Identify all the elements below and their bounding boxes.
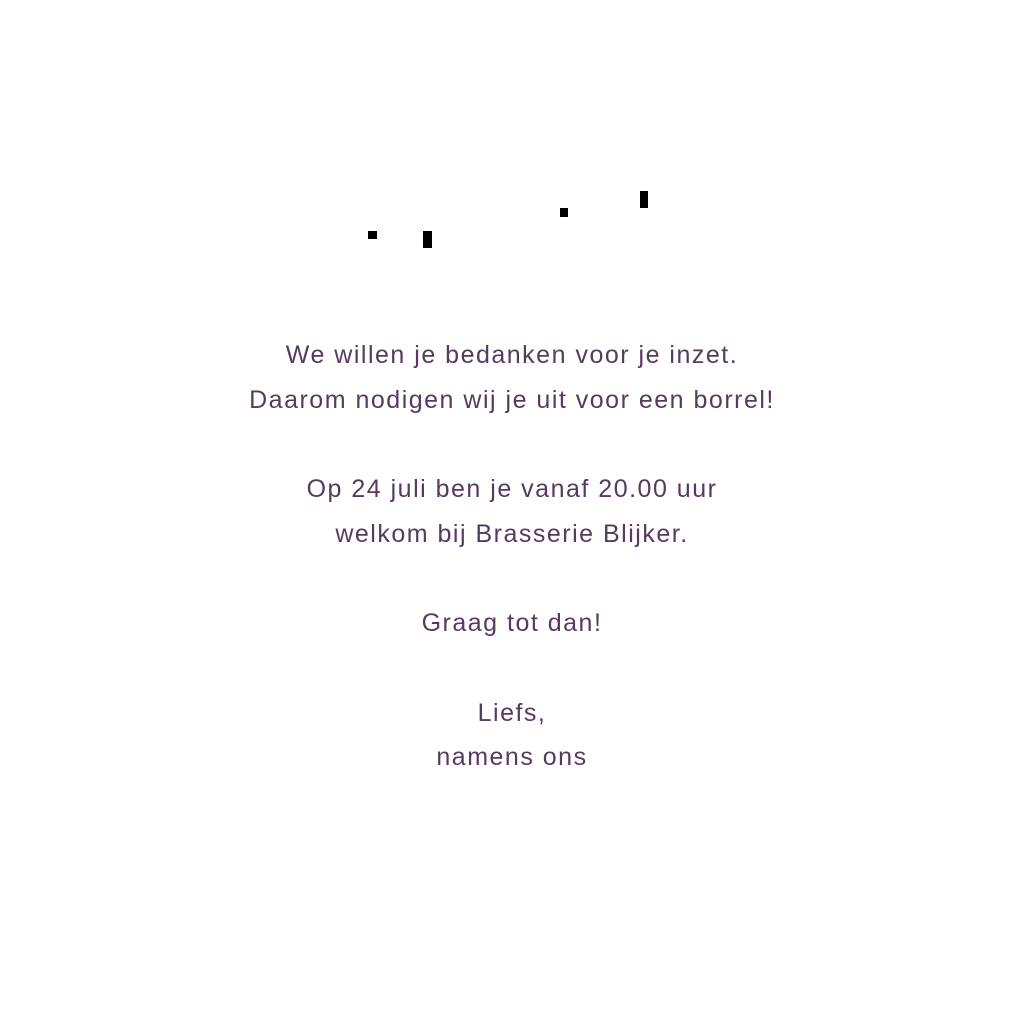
- line-spacer: [0, 422, 1024, 467]
- decorative-glyph-fragment: [368, 231, 377, 239]
- decorative-glyph-fragment: [560, 208, 568, 217]
- message-line-location: welkom bij Brasserie Blijker.: [335, 519, 689, 548]
- line-spacer: [0, 646, 1024, 691]
- message-line-invite: Daarom nodigen wij je uit voor een borrel!: [249, 385, 775, 414]
- message-line-thanks: We willen je bedanken voor je inzet.: [285, 341, 739, 369]
- invitation-message: [0, 333, 1024, 780]
- decorative-glyph-fragment: [423, 231, 432, 248]
- decorative-glyph-fragment: [640, 191, 648, 208]
- line-spacer: [0, 556, 1024, 601]
- message-line-date-time: Op 24 juli ben je vanaf 20.00 uur: [306, 475, 718, 504]
- message-line-signoff: Liefs,: [477, 698, 547, 727]
- message-line-signoff-name: namens ons: [436, 743, 588, 772]
- message-line-see-you: Graag tot dan!: [421, 609, 603, 638]
